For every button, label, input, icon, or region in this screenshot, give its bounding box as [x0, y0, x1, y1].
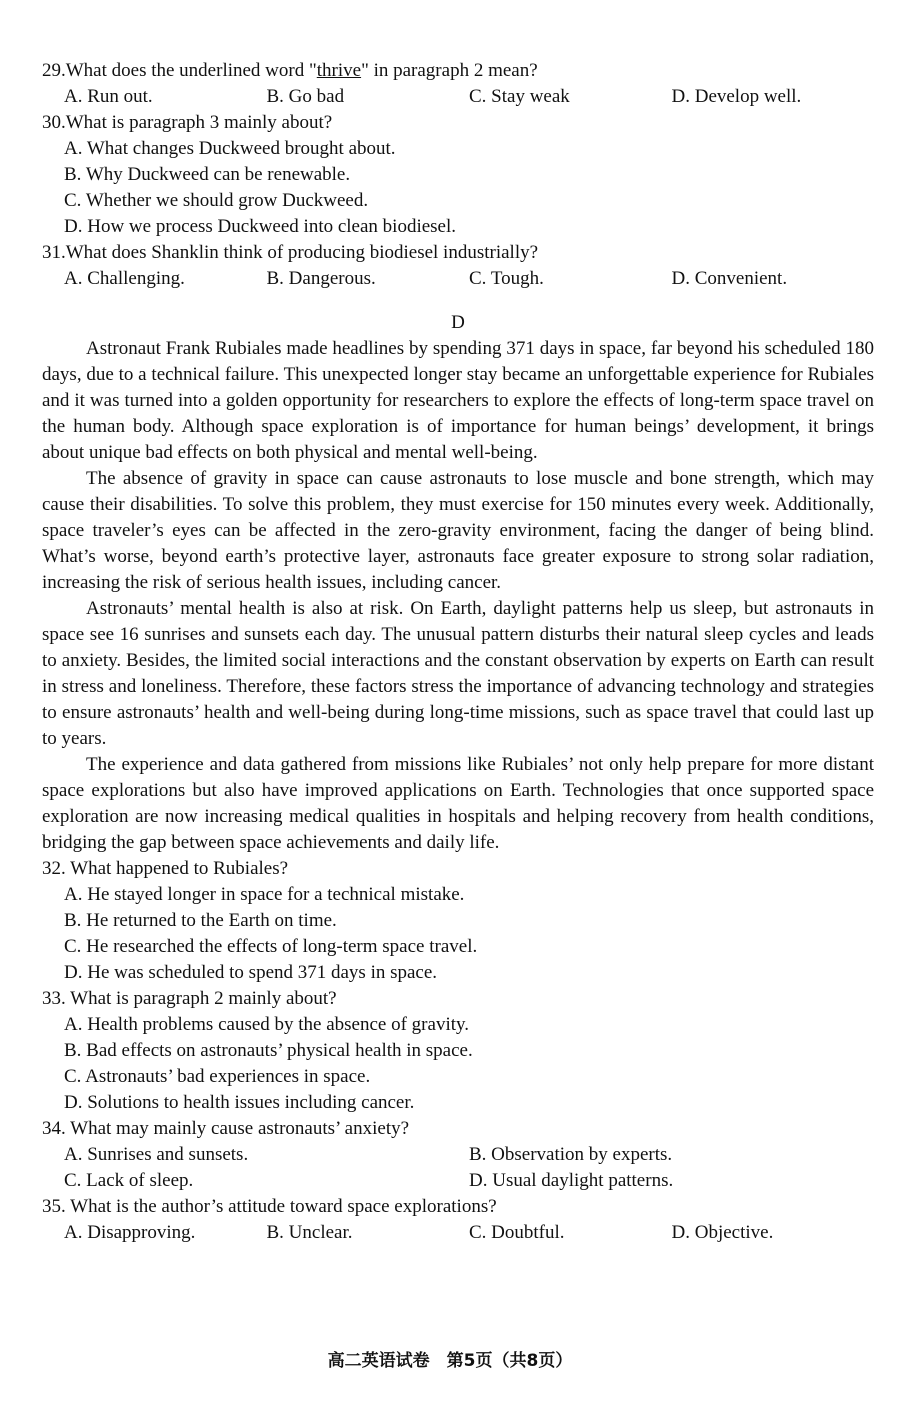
q30-option-b: B. Why Duckweed can be renewable. — [64, 164, 351, 185]
q29-option-a: A. Run out. — [64, 86, 153, 107]
q33-option-c: C. Astronauts’ bad experiences in space. — [64, 1066, 371, 1087]
q35-option-c: C. Doubtful. — [469, 1222, 565, 1243]
q33-option-b: B. Bad effects on astronauts’ physical health in space. — [64, 1040, 473, 1061]
passage-paragraph-2: The absence of gravity in space can cause astronauts to lose muscle and bone strength, which may cause their disabilities. To solve this problem, they must exercise for 150 minutes every week. Additionally, space traveler’s eyes can be affected in the zero-gravity environment, facing the danger of being blind. What’s worse, beyond earth’s protective layer, astronauts face greater exposure to strong solar radiation, increasing the risk of serious health issues, including cancer. — [42, 468, 874, 593]
q29-stem-pre: 29.What does the underlined word " — [42, 60, 317, 81]
page-footer: 高二英语试卷 第5页（共8页） — [327, 1351, 573, 1371]
question-34-stem: 34. What may mainly cause astronauts’ anxiety? — [42, 1118, 410, 1139]
passage-paragraph-1: Astronaut Frank Rubiales made headlines by spending 371 days in space, far beyond his scheduled 180 days, due to a technical failure. This unexpected longer stay became an unforgettable experience for Rubiales and it was turned into a golden opportunity for researchers to explore the effects of long-term space travel on the human body. Although space exploration is of importance for human beings’ development, it brings about unique bad effects on both physical and mental well-being. — [42, 338, 874, 463]
q30-option-c: C. Whether we should grow Duckweed. — [64, 190, 369, 211]
exam-page — [42, 58, 874, 1246]
q30-option-a: A. What changes Duckweed brought about. — [64, 138, 396, 159]
section-title: D — [451, 312, 465, 333]
q31-option-c: C. Tough. — [469, 268, 544, 289]
underlined-word: thrive — [316, 60, 362, 81]
q32-option-a: A. He stayed longer in space for a technical mistake. — [64, 884, 465, 905]
q31-option-a: A. Challenging. — [64, 268, 185, 289]
q34-option-b: B. Observation by experts. — [469, 1144, 673, 1165]
q32-option-d: D. He was scheduled to spend 371 days in space. — [64, 962, 438, 983]
q35-option-b: B. Unclear. — [266, 1222, 353, 1243]
question-34-options-row-1 — [42, 1142, 874, 1168]
q35-option-a: A. Disapproving. — [64, 1222, 196, 1243]
question-35-stem: 35. What is the author’s attitude toward space explorations? — [42, 1196, 497, 1217]
q35-option-d: D. Objective. — [671, 1222, 774, 1243]
q29-option-b: B. Go bad — [266, 86, 345, 107]
q32-option-c: C. He researched the effects of long-term space travel. — [64, 936, 478, 957]
q34-option-c: C. Lack of sleep. — [64, 1170, 194, 1191]
question-31-stem: 31.What does Shanklin think of producing biodiesel industrially? — [42, 242, 539, 263]
question-35-options — [42, 1220, 874, 1246]
passage-paragraph-3: Astronauts’ mental health is also at risk. On Earth, daylight patterns help us sleep, but astronauts in space see 16 sunrises and sunsets each day. The unusual pattern disturbs their natural sleep cycles and leads to anxiety. Besides, the limited social interactions and the constant observation by experts on Earth can result in stress and loneliness. Therefore, these factors stress the importance of advancing technology and strategies to ensure astronauts’ health and well-being during long-time missions, such as space travel that could last up to years. — [42, 598, 874, 749]
passage-paragraph-4: The experience and data gathered from missions like Rubiales’ not only help prepare for more distant space explorations but also have improved applications on Earth. Technologies that once supported space exploration are now increasing medical qualities in hospitals and helping recovery from health conditions, bridging the gap between space achievements and daily life. — [42, 754, 874, 853]
question-33-stem: 33. What is paragraph 2 mainly about? — [42, 988, 337, 1009]
q30-option-d: D. How we process Duckweed into clean biodiesel. — [64, 216, 457, 237]
q31-option-d: D. Convenient. — [671, 268, 788, 289]
q33-option-a: A. Health problems caused by the absence of gravity. — [64, 1014, 470, 1035]
q29-option-c: C. Stay weak — [469, 86, 570, 107]
question-31-options — [42, 266, 874, 292]
q33-option-d: D. Solutions to health issues including cancer. — [64, 1092, 415, 1113]
question-29-stem — [42, 58, 874, 84]
q34-option-a: A. Sunrises and sunsets. — [64, 1144, 249, 1165]
q32-option-b: B. He returned to the Earth on time. — [64, 910, 337, 931]
question-29-options — [42, 84, 874, 110]
question-30-stem: 30.What is paragraph 3 mainly about? — [42, 112, 333, 133]
q31-option-b: B. Dangerous. — [266, 268, 376, 289]
q29-option-d: D. Develop well. — [671, 86, 802, 107]
q34-option-d: D. Usual daylight patterns. — [469, 1170, 674, 1191]
question-34-options-row-2 — [42, 1168, 874, 1194]
question-32-stem: 32. What happened to Rubiales? — [42, 858, 289, 879]
q29-stem-post: " in paragraph 2 mean? — [361, 60, 538, 81]
